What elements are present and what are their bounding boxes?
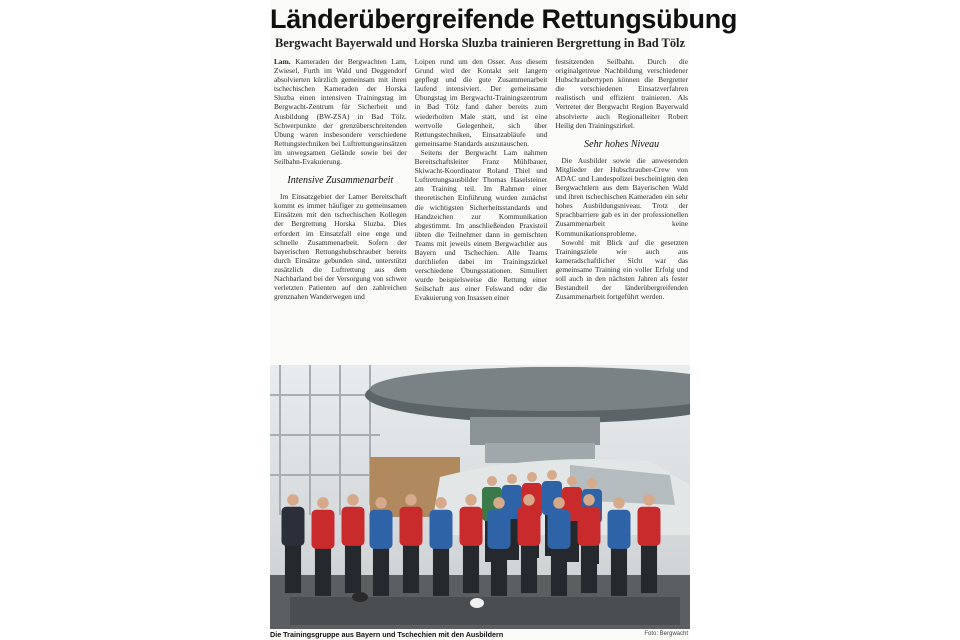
person (638, 494, 661, 593)
paragraph: Seitens der Bergwacht Lam nahmen Bereitschaftsleiter Franz Mühlbauer, Skiwacht-Koordinator Roland Thiel und Luftrettungsausbilder Thomas Haselsteiner am Training teil. Im Rahmen einer theoretischen Einführung wurden zunächst die wichtigsten Sicherheitsstandards und Handzeichen zur Kommunikation abgestimmt. Im anschließenden Praxisteil übten die Teilnehmer dann in gemischten Teams mit jeweils einem Bergwachtler aus Bayern und Tschechien. Alle Teams durchliefen dabei im Trainingszirkel verschiedene Übungsstationen. Simuliert wurde beispielsweise die Rettung einer Seilschaft aus einer Felswand oder die Evakuierung von Insassen einer (414, 147, 548, 303)
group-photo-illustration (270, 365, 690, 629)
paragraph (274, 57, 407, 166)
subheadline: Bergwacht Bayerwald und Horska Sluzba trainieren Bergrettung in Bad Tölz (275, 36, 685, 50)
person (312, 497, 335, 596)
group-photo (270, 365, 690, 629)
person (608, 497, 631, 596)
backpack (352, 592, 368, 602)
rotor-mast (470, 417, 600, 445)
paragraph-text: Kameraden der Bergwachten Lam, Zwiesel, Furth im Wald und Deggendorf absolvierten kürzlich gemeinsam mit ihren tschechischen Kameraden der Horska Sluzba einen intensiven Trainingstag im Bergwacht-Zentrum für Sicherheit und Ausbildung (BW-ZSA) in Bad Tölz. Schwerpunkte der grenzüberschreitenden Übung waren insbesondere verschiedene Rettungstechniken bei Luftrettungseinsätzen im unwegsamen Gelände sowie bei der Seilbahn-Evakuierung. (274, 57, 407, 167)
person (578, 494, 601, 593)
headline: Länderübergreifende Rettungsübung (270, 4, 738, 34)
person (430, 497, 453, 596)
column-1 (274, 57, 407, 355)
section-heading: Sehr hohes Niveau (584, 138, 660, 150)
paragraph: Sowohl mit Blick auf die gesetzten Trainingsziele wie auch aus kameradschaftlicher Sicht war das gemeinsame Training ein voller Erfolg und soll auch in den nächsten Jahren als fester Bestandteil der länderübergreifenden Zusammenarbeit fortgeführt werden. (555, 237, 688, 302)
person (460, 494, 483, 593)
floor-mat (290, 597, 680, 625)
photo-credit: Foto: Bergwacht (644, 631, 688, 637)
newspaper-article (270, 0, 738, 640)
person (400, 494, 423, 593)
paragraph: Loipen rund um den Osser. Aus diesem Grund wird der Kontakt seit langem gepflegt und die gute Zusammenarbeit laufend intensiviert. Der gemeinsame Übungstag im Bergwacht-Trainingszentrum in Bad Tölz fand daher bereits zum wiederholten Male statt, und ist eine wertvolle Gelegenheit, sich über Rettungstechniken, Einsatzabläufe und gemeinsame Standards auszutauschen. (414, 57, 548, 148)
person (518, 494, 541, 593)
person (488, 497, 511, 596)
column-2 (415, 57, 548, 355)
column-3 (555, 57, 688, 355)
person (370, 497, 393, 596)
helmet (470, 598, 484, 608)
article-body (274, 57, 688, 355)
person (548, 497, 571, 596)
person (342, 494, 365, 593)
photo-caption: Die Trainingsgruppe aus Bayern und Tschechien mit den Ausbildern (270, 630, 504, 639)
person (282, 494, 305, 593)
paragraph: festsitzenden Seilbahn. Durch die originalgetreue Nachbildung verschiedener Hubschraubertypen können die Bergretter die verschiedenen Einsatzverfahren realistisch und effizient trainieren. Als Vertreter der Bergwacht Region Bayerwald absolvierte auch Regionalleiter Robert Heilig den Trainingszirkel. (555, 57, 688, 130)
section-heading: Intensive Zusammenarbeit (287, 175, 394, 187)
paragraph: Im Einsatzgebiet der Lamer Bereitschaft kommt es immer häufiger zu gemeinsamen Einsätzen mit den tschechischen Kollegen der Bergrettung Horska Sluzba. Dies erfordert im Einsatzfall eine enge und schnelle Zusammenarbeit. Sofern der bayerischen Rettungshubschrauber bereits durch Einsätze gebunden sind, unterstützt zusätzlich die Luftrettung aus dem Nachbarland bei der Versorgung von schwer verletzten Patienten auf den zahlreichen grenznahen Wanderwegen und (274, 192, 407, 302)
paragraph: Die Ausbilder sowie die anwesenden Mitglieder der Hubschrauber-Crew von ADAC und Landespolizei bescheinigten den Bergwachtlern aus dem Bayerischen Wald und ihren tschechischen Kameraden ein sehr hohes Ausbildungsniveau. Trotz der Sprachbarriere gab es in der professionellen Zusammenarbeit keine Kommunikationsprobleme. (555, 155, 688, 238)
dateline: Lam. (274, 57, 291, 66)
